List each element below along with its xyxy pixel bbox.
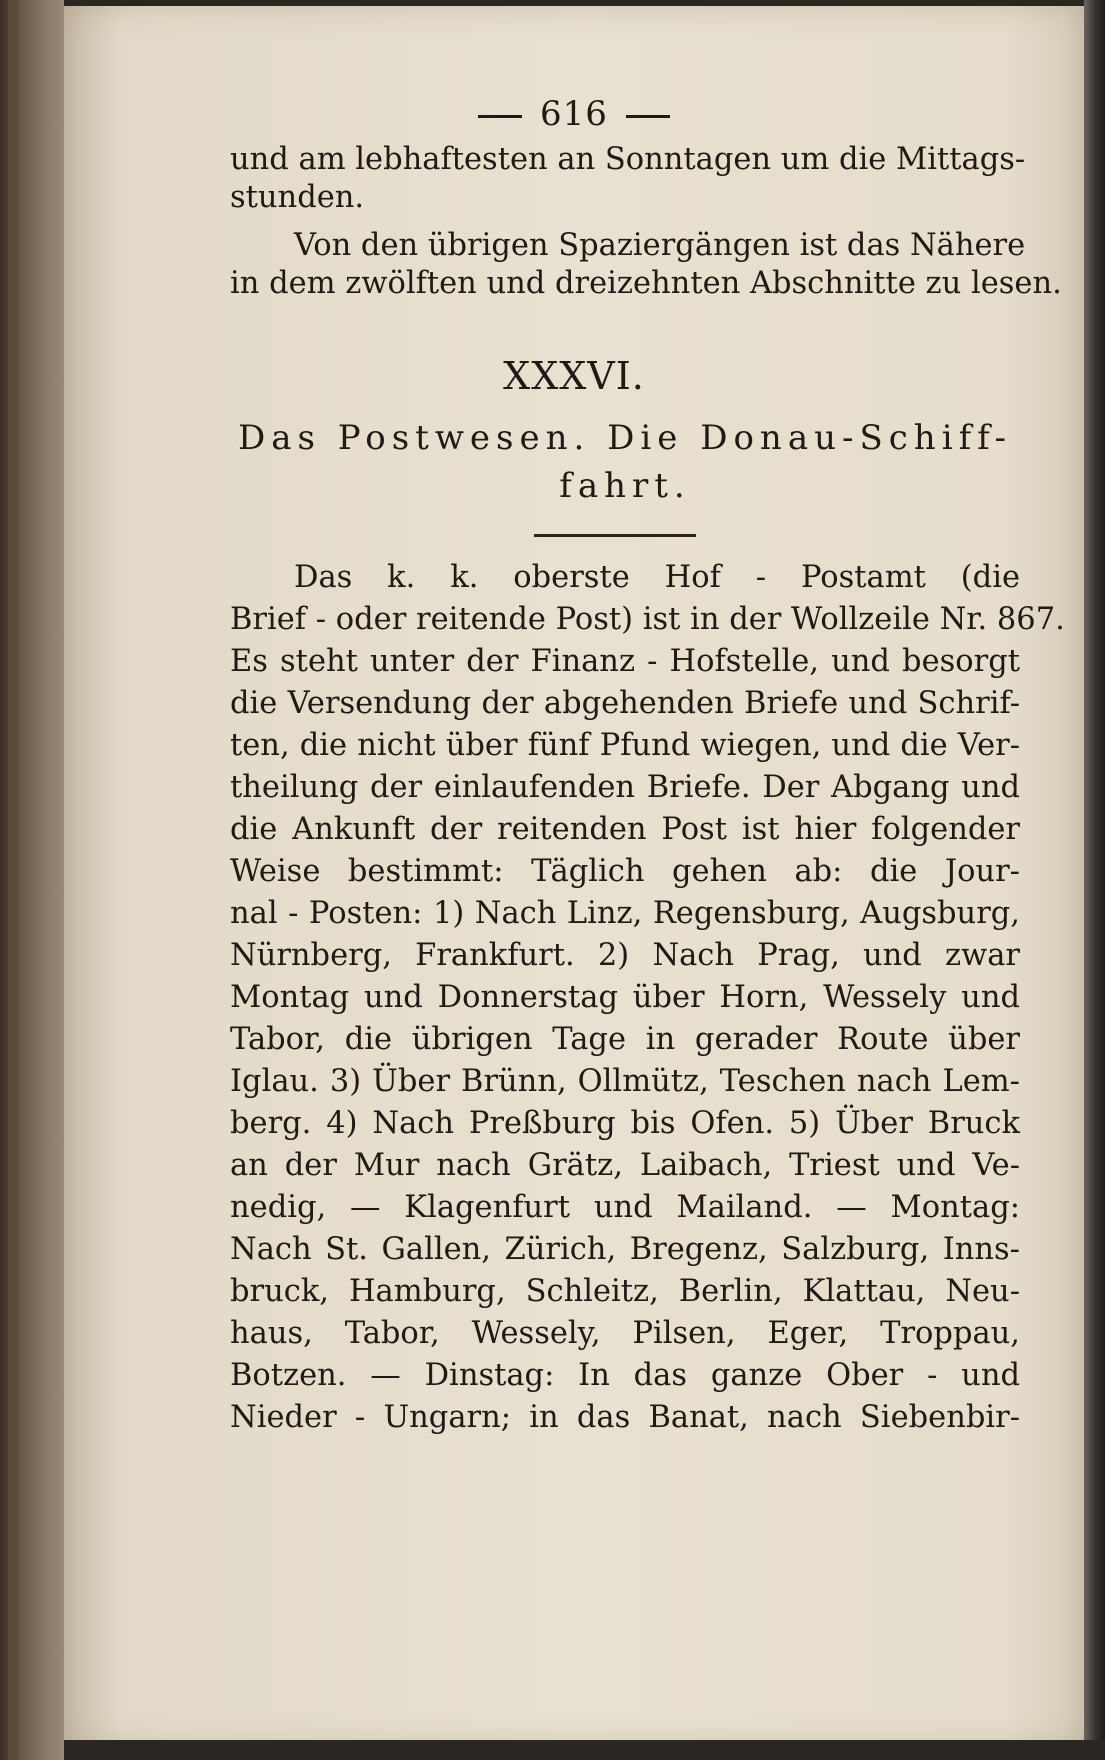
text-line: Weise bestimmt: Täglich gehen ab: die Jour- bbox=[230, 854, 1020, 889]
text-line: ten, die nicht über fünf Pfund wiegen, und die Ver- bbox=[230, 728, 1020, 763]
text-line: berg. 4) Nach Preßburg bis Ofen. 5) Über Bruck bbox=[230, 1106, 1020, 1141]
text-line: Tabor, die übrigen Tage in gerader Route über bbox=[230, 1022, 1020, 1057]
text-line: die Ankunft der reitenden Post ist hier folgender bbox=[230, 812, 1020, 847]
text-line: nal - Posten: 1) Nach Linz, Regensburg, Augsburg, bbox=[230, 896, 1020, 931]
book-spine bbox=[0, 0, 64, 1760]
text-line: stunden. bbox=[230, 180, 365, 215]
text-line: theilung der einlaufenden Briefe. Der Abgang und bbox=[230, 770, 1020, 805]
text-line: haus, Tabor, Wessely, Pilsen, Eger, Troppau, bbox=[230, 1316, 1020, 1351]
text-line: Nieder - Ungarn; in das Banat, nach Siebenbir- bbox=[230, 1400, 1020, 1435]
section-number: XXXVI. bbox=[503, 354, 645, 398]
text-line: Nürnberg, Frankfurt. 2) Nach Prag, und zwar bbox=[230, 938, 1020, 973]
spine-stripe bbox=[8, 0, 18, 1760]
header-dash-left bbox=[478, 115, 522, 118]
section-heading: Das Postwesen. Die Donau-Schiff- bbox=[237, 418, 1013, 458]
text-line: in dem zwölften und dreizehnten Abschnitte zu lesen. bbox=[230, 266, 1062, 301]
text-line: die Versendung der abgehenden Briefe und Schrif- bbox=[230, 686, 1020, 721]
text-line: Das k. k. oberste Hof - Postamt (die bbox=[294, 560, 1020, 595]
text-line: Botzen. — Dinstag: In das ganze Ober - und bbox=[230, 1358, 1020, 1393]
text-line: Brief - oder reitende Post) ist in der Wollzeile Nr. 867. bbox=[230, 602, 1065, 637]
text-line: Montag und Donnerstag über Horn, Wessely und bbox=[230, 980, 1020, 1015]
page-number: 616 bbox=[540, 94, 608, 134]
section-rule bbox=[534, 534, 696, 537]
text-line: und am lebhaftesten an Sonntagen um die Mittags- bbox=[230, 142, 1026, 177]
text-line: bruck, Hamburg, Schleitz, Berlin, Klattau, Neu- bbox=[230, 1274, 1020, 1309]
text-line: Von den übrigen Spaziergängen ist das Nähere bbox=[294, 228, 1026, 263]
header-dash-right bbox=[626, 115, 670, 118]
section-heading-continued: fahrt. bbox=[559, 466, 691, 506]
text-line: Iglau. 3) Über Brünn, Ollmütz, Teschen nach Lem- bbox=[230, 1064, 1020, 1099]
page-edge-bottom bbox=[64, 1740, 1105, 1760]
text-line: Es steht unter der Finanz - Hofstelle, und besorgt bbox=[230, 644, 1020, 679]
text-line: an der Mur nach Grätz, Laibach, Triest und Ve- bbox=[230, 1148, 1020, 1183]
page-edge-right bbox=[1084, 0, 1105, 1760]
page-header bbox=[64, 94, 1084, 134]
page-paper bbox=[64, 6, 1084, 1746]
text-line: nedig, — Klagenfurt und Mailand. — Montag: bbox=[230, 1190, 1020, 1225]
text-line: Nach St. Gallen, Zürich, Bregenz, Salzburg, Inns- bbox=[230, 1232, 1020, 1267]
